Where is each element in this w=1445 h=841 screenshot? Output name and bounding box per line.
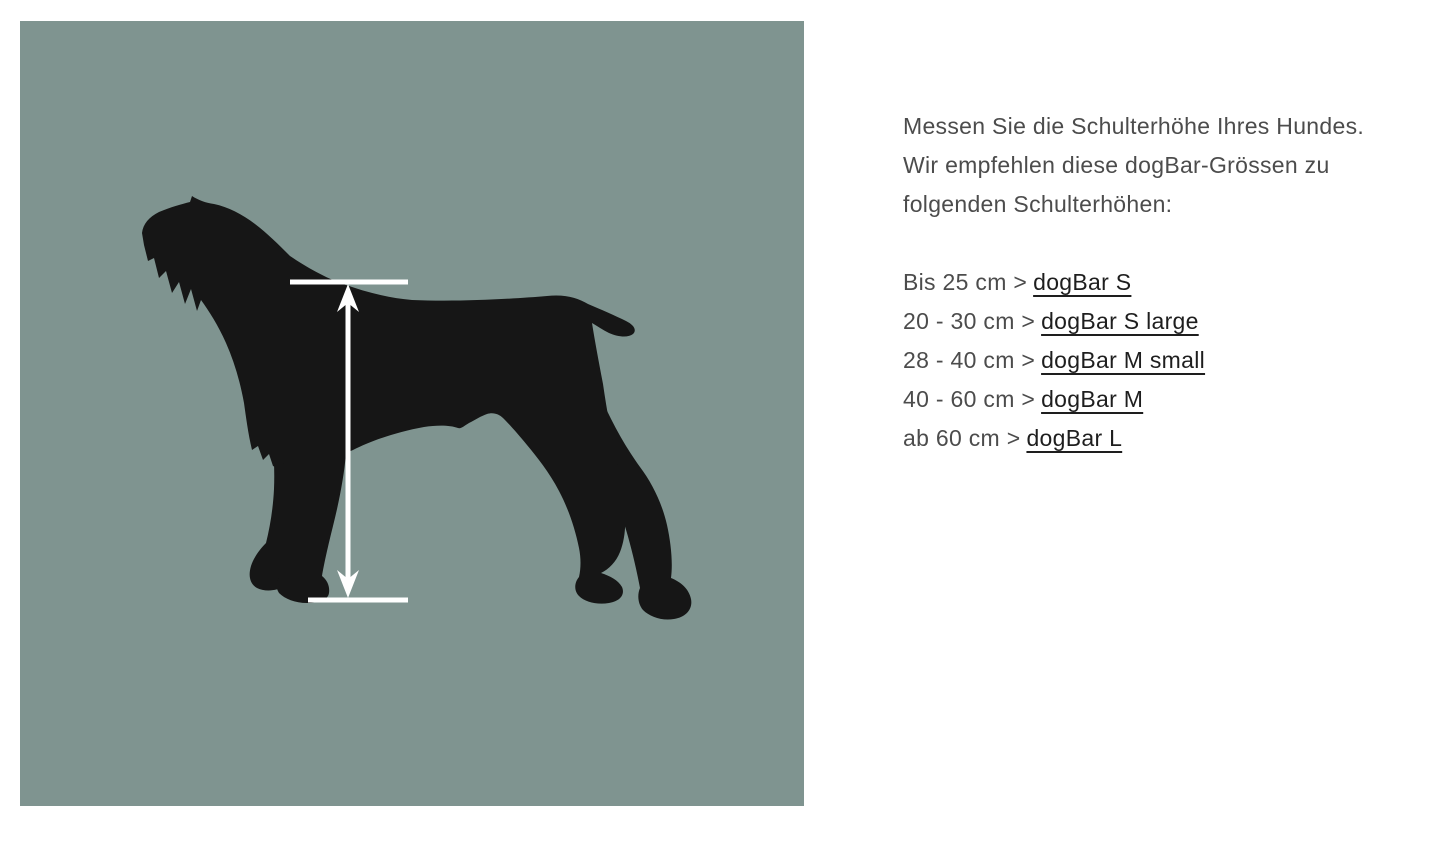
sizing-intro: [903, 107, 1423, 224]
dog-measurement-svg: [20, 21, 804, 806]
size-row-dogbar-l: [903, 419, 1423, 458]
size-range: 20 - 30 cm >: [903, 308, 1036, 334]
intro-line-3: folgenden Schulterhöhen:: [903, 191, 1173, 217]
size-link-dogbar-s-large[interactable]: dogBar S large: [1041, 308, 1199, 334]
size-row-dogbar-s-large: [903, 302, 1423, 341]
sizing-info: [903, 107, 1423, 458]
size-range: ab 60 cm >: [903, 425, 1021, 451]
size-row-dogbar-m-small: [903, 341, 1423, 380]
size-range: 28 - 40 cm >: [903, 347, 1036, 373]
intro-line-1: Messen Sie die Schulterhöhe Ihres Hundes.: [903, 113, 1365, 139]
size-range: 40 - 60 cm >: [903, 386, 1036, 412]
dog-measurement-figure: [20, 21, 804, 806]
size-link-dogbar-s[interactable]: dogBar S: [1033, 269, 1132, 295]
size-link-dogbar-l[interactable]: dogBar L: [1026, 425, 1123, 451]
size-list: [903, 263, 1423, 458]
dog-silhouette: [142, 196, 635, 604]
size-row-dogbar-m: [903, 380, 1423, 419]
size-range: Bis 25 cm >: [903, 269, 1028, 295]
size-link-dogbar-m[interactable]: dogBar M: [1041, 386, 1144, 412]
intro-line-2: Wir empfehlen diese dogBar-Grössen zu: [903, 152, 1330, 178]
size-link-dogbar-m-small[interactable]: dogBar M small: [1041, 347, 1206, 373]
size-row-dogbar-s: [903, 263, 1423, 302]
